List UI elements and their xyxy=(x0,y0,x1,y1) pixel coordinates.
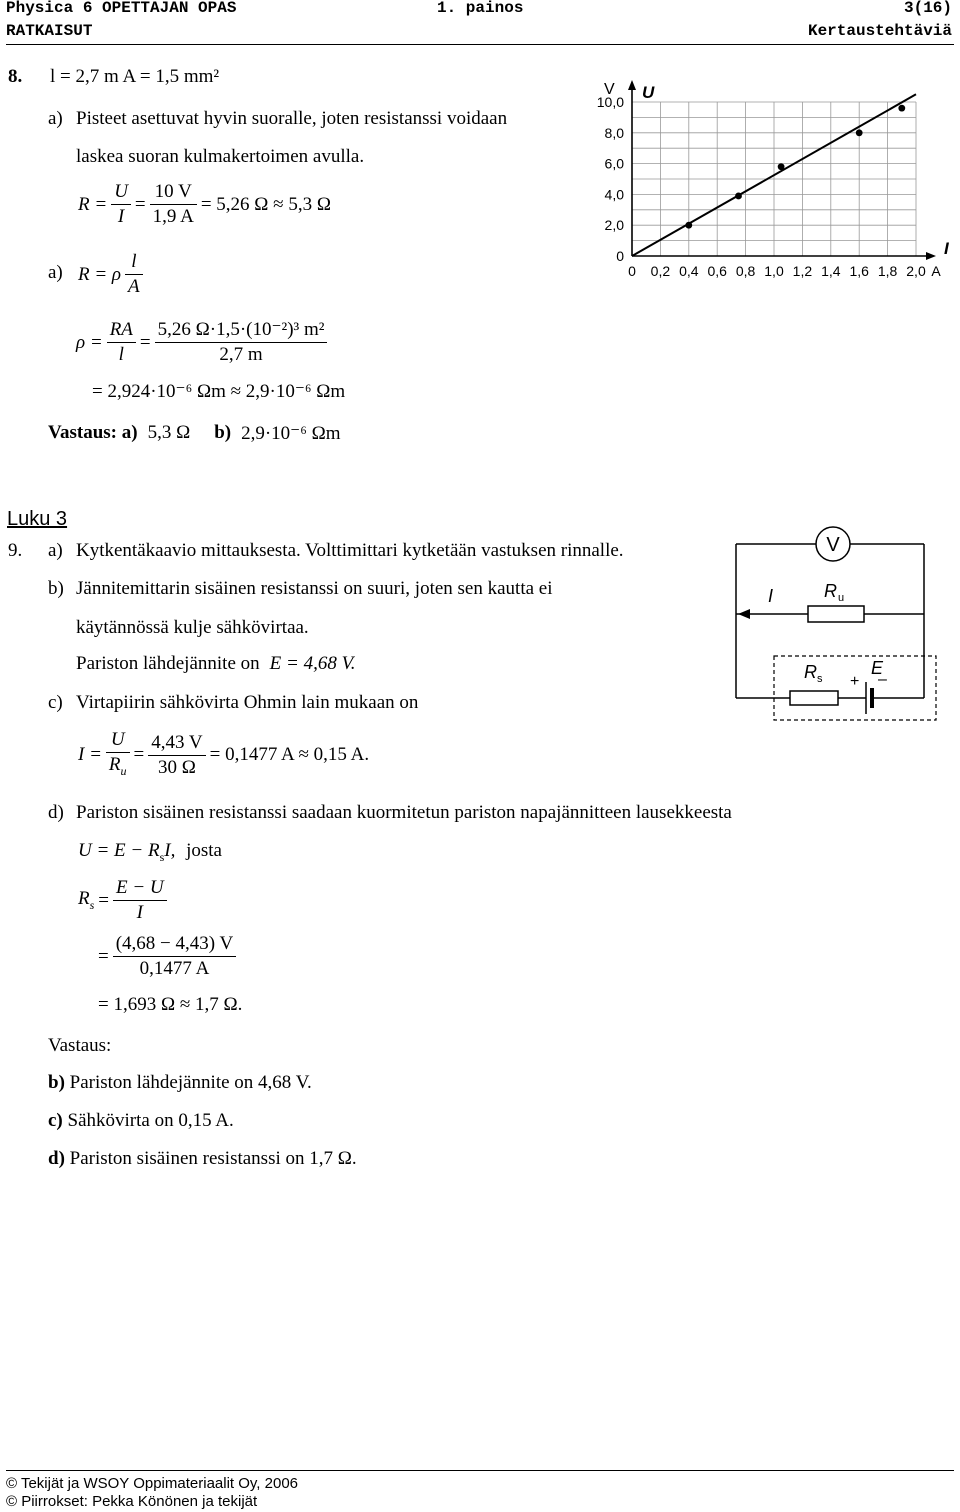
equation-terminal-voltage: $U = E - R_sI$, josta xyxy=(78,840,222,864)
copyright: © Piirrokset: Pekka Könönen ja tekijät xyxy=(6,1493,258,1510)
x-tick-label: 1,8 xyxy=(877,263,898,279)
load-resistor-label: R xyxy=(824,581,837,601)
x-tick-label: 0,8 xyxy=(735,263,756,279)
minus-sign: – xyxy=(878,671,887,688)
current-label: I xyxy=(768,586,774,606)
paragraph: Pariston sisäinen resistanssi saadaan kuormitetun pariston napajännitteen lausekkeesta xyxy=(76,802,732,823)
x-tick-label: 0,6 xyxy=(707,263,727,279)
y-tick-label: 4,0 xyxy=(604,186,624,203)
paragraph: laskea suoran kulmakertoimen avulla. xyxy=(76,146,365,167)
equation-resistivity xyxy=(76,318,327,367)
part-label: a) xyxy=(48,108,63,129)
eq-lhs: R = xyxy=(78,193,108,215)
y-tick-label: 8,0 xyxy=(604,124,624,141)
circuit-diagram xyxy=(728,522,950,734)
eq-lhs: ρ = xyxy=(76,331,103,353)
fraction: $\frac{RA}{l}$ xyxy=(107,318,136,367)
chart-ticks xyxy=(597,94,942,279)
plus-sign: + xyxy=(850,673,860,690)
equation-current: I = $\frac{U}{R_u}$ = $\frac{4,43 V}{30 \Omega}$ = 0,1477 A ≈ 0,15 A. xyxy=(78,728,369,783)
page-number: 3(16) xyxy=(903,0,952,17)
data-point xyxy=(898,105,905,112)
equation-resistance xyxy=(78,180,331,229)
part-label: a) xyxy=(48,262,63,283)
value: E = 4,68 V. xyxy=(269,653,356,674)
task-number: 9. xyxy=(8,540,23,561)
x-axis-arrow-icon xyxy=(926,252,936,260)
x-tick-label: 1,6 xyxy=(849,263,869,279)
emf-label: E xyxy=(871,658,884,678)
task-number: 8. xyxy=(8,66,23,87)
answer-value: 2,9·10⁻⁶ Ωm xyxy=(241,423,341,444)
internal-resistor-sub: s xyxy=(817,673,823,685)
y-tick-label: 10,0 xyxy=(596,94,624,110)
eq-sign: = xyxy=(134,193,146,215)
chapter-title: Luku 3 xyxy=(7,508,68,530)
fraction: $\frac{\text{5,26 Ω·1,5·(10⁻²)³ m²}}{2,7 m}$ xyxy=(155,318,328,367)
section-right: Kertaustehtäviä xyxy=(807,22,952,40)
fraction: $\frac{4,43 V}{30 \Omega}$ xyxy=(148,731,205,780)
paragraph: Jännitemittarin sisäinen resistanssi on suuri, joten sen kautta ei xyxy=(76,578,553,599)
eq-sign: = xyxy=(139,331,151,353)
answer-label: Vastaus: xyxy=(48,1035,112,1056)
x-axis-symbol: I xyxy=(944,239,949,258)
x-axis-unit: A xyxy=(931,263,941,279)
copyright: © Tekijät ja WSOY Oppimateriaalit Oy, 2006 xyxy=(6,1475,299,1492)
voltmeter-label: V xyxy=(826,534,840,556)
data-point xyxy=(685,222,692,229)
data-point xyxy=(856,129,863,136)
fraction: $\frac{l}{A}$ xyxy=(125,250,143,299)
y-axis-symbol: U xyxy=(642,83,655,102)
paragraph: käytännössä kulje sähkövirtaa. xyxy=(76,617,309,638)
footer-rule xyxy=(6,1470,954,1471)
part-label: d) xyxy=(48,802,64,823)
x-tick-label: 2,0 xyxy=(906,263,926,279)
paragraph: Pariston lähdejännite on E = 4,68 V. xyxy=(76,653,356,674)
answer-line: c) Sähkövirta on 0,15 A. xyxy=(48,1110,234,1131)
book-title: Physica 6 OPETTAJAN OPAS xyxy=(6,0,237,17)
y-tick-label: 2,0 xyxy=(604,217,624,234)
answer-label: b) xyxy=(214,422,232,443)
internal-resistor xyxy=(790,691,838,705)
equation-result: = 2,924·10⁻⁶ Ωm ≈ 2,9·10⁻⁶ Ωm xyxy=(92,381,346,402)
task-given: l = 2,7 m A = 1,5 mm² xyxy=(50,66,220,87)
fraction: $\frac{U}{I}$ xyxy=(111,180,131,229)
part-label: a) xyxy=(48,540,63,561)
equation-internal-resistance: $R_s$ = $\frac{E - U}{I}$ xyxy=(78,876,167,925)
fraction: $\frac{10 V}{1,9 A}$ xyxy=(150,180,197,229)
fraction: $\frac{U}{R_u}$ xyxy=(106,728,130,783)
x-tick-label: 1,0 xyxy=(764,263,784,279)
paragraph: Pisteet asettuvat hyvin suoralle, joten resistanssi voidaan xyxy=(76,108,508,129)
paragraph: Kytkentäkaavio mittauksesta. Volttimittari kytketään vastuksen rinnalle. xyxy=(76,540,624,561)
y-tick-label: 0 xyxy=(616,248,624,264)
answer xyxy=(48,422,341,445)
y-tick-label: 6,0 xyxy=(604,155,624,172)
load-resistor xyxy=(808,606,864,622)
internal-resistor-label: R xyxy=(804,662,817,682)
edition: 1. painos xyxy=(437,0,524,17)
section-left: RATKAISUT xyxy=(6,22,93,40)
eq-rhs: = 5,26 Ω ≈ 5,3 Ω xyxy=(200,193,331,215)
x-tick-label: 0,4 xyxy=(679,263,699,279)
answer-line: b) Pariston lähdejännite on 4,68 V. xyxy=(48,1072,312,1093)
answer-value: 5,3 Ω xyxy=(147,422,191,443)
current-arrow-icon xyxy=(738,609,750,619)
load-resistor-sub: u xyxy=(838,592,845,604)
equation-result: = 1,693 Ω ≈ 1,7 Ω. xyxy=(98,994,243,1015)
x-tick-label: 0 xyxy=(628,263,636,279)
x-tick-label: 0,2 xyxy=(650,263,671,279)
eq-lhs: R = ρ xyxy=(78,263,122,285)
data-point xyxy=(778,163,785,170)
part-label: c) xyxy=(48,692,63,713)
answer-line: d) Pariston sisäinen resistanssi on 1,7 Ω. xyxy=(48,1148,357,1169)
header-rule xyxy=(6,44,954,45)
paragraph: Virtapiirin sähkövirta Ohmin lain mukaan on xyxy=(76,692,419,713)
x-tick-label: 1,2 xyxy=(792,263,813,279)
answer-label: Vastaus: a) xyxy=(48,422,138,443)
equation-resistivity-def xyxy=(78,250,143,299)
fraction: $\frac{(4,68 - 4,43) V}{0,1477 A}$ xyxy=(113,932,237,981)
y-axis-unit: V xyxy=(604,81,615,98)
ui-chart xyxy=(590,78,960,296)
equation-substitution: = $\frac{(4,68 - 4,43) V}{0,1477 A}$ xyxy=(98,932,236,981)
part-label: b) xyxy=(48,578,64,599)
y-axis-arrow-icon xyxy=(628,80,636,90)
data-point xyxy=(735,193,742,200)
fraction: $\frac{E - U}{I}$ xyxy=(113,876,167,925)
x-tick-label: 1,4 xyxy=(821,263,841,279)
